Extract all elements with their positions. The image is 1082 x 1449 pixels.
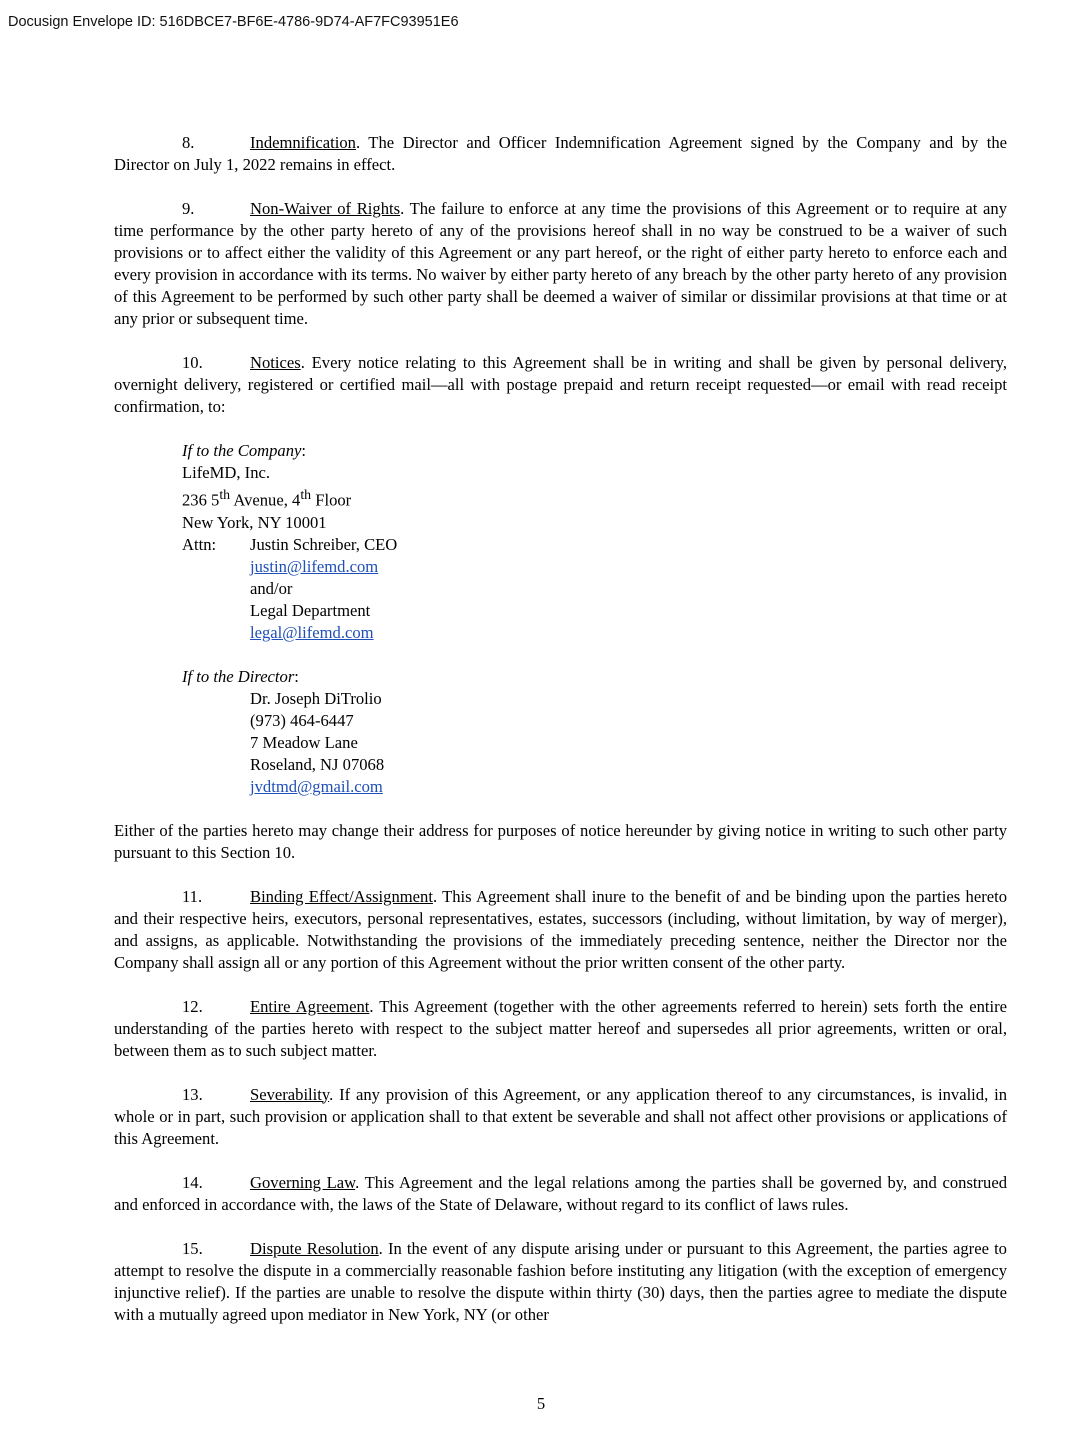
- section-text: . Every notice relating to this Agreement shall be in writing and shall be given by personal delivery, overnight delivery, registered or certified mail—all with postage prepaid and return receipt requested—or email with read receipt confirmation, to:: [114, 353, 1007, 416]
- section-text: . The Director and Officer Indemnification Agreement signed by the Company and by the Director on July 1, 2022 remains in effect.: [114, 133, 1007, 174]
- section-8: [114, 132, 1007, 176]
- attn-label: Attn:: [182, 534, 217, 554]
- section-number: 14.: [182, 1172, 203, 1192]
- colon: :: [294, 666, 299, 686]
- section-number: 10.: [182, 353, 203, 372]
- director-notice-address: [182, 666, 1007, 798]
- section-11: [114, 886, 1007, 974]
- document-body: [114, 132, 1007, 1348]
- page-number: 5: [536, 1394, 546, 1413]
- company-notice-label: If to the Company: [182, 441, 302, 460]
- director-notice-label: If to the Director: [182, 666, 295, 686]
- section-text: . In the event of any dispute arising under or pursuant to this Agreement, the parties agree to attempt to resolve the dispute in a commercially reasonable fashion before instituting any litigation (with the exception of emergency injunctive relief). If the parties are unable to resolve the dispute within thirty (30) days, then the parties agree to mediate the dispute with a mutually agreed upon mediator in New York, NY (or other: [114, 1238, 1007, 1324]
- section-text: . This Agreement and the legal relations among the parties shall be governed by, and construed and enforced in accordance with, the laws of the State of Delaware, without regard to its conflict of laws rules.: [114, 1172, 1007, 1214]
- notice-change-paragraph: Either of the parties hereto may change their address for purposes of notice hereunder by giving notice in writing to such other party pursuant to this Section 10.: [114, 820, 1007, 862]
- company-email-link[interactable]: justin@lifemd.com: [250, 556, 379, 576]
- section-12: [114, 996, 1007, 1062]
- section-text: . If any provision of this Agreement, or any application thereof to any circumstances, is invalid, in whole or in part, such provision or application shall to that extent be severable and shall not affect other provisions or applications of this Agreement.: [114, 1084, 1007, 1148]
- director-name: Dr. Joseph DiTrolio: [250, 688, 382, 708]
- section-heading: Entire Agreement: [250, 996, 370, 1016]
- section-number: 13.: [182, 1084, 203, 1104]
- director-phone: (973) 464-6447: [250, 710, 354, 730]
- company-street: 236 5th Avenue, 4th Floor: [182, 487, 352, 510]
- section-heading: Severability: [250, 1084, 330, 1104]
- section-number: 12.: [182, 996, 203, 1016]
- company-attn: [182, 534, 1007, 556]
- director-city: Roseland, NJ 07068: [250, 754, 385, 774]
- legal-email-link[interactable]: legal@lifemd.com: [250, 622, 374, 642]
- section-number: 8.: [182, 133, 195, 152]
- section-text: . This Agreement (together with the other agreements referred to herein) sets forth the entire understanding of the parties hereto with respect to the subject matter hereof and supersedes all prior agreements, written or oral, between them as to such subject matter.: [114, 996, 1007, 1060]
- company-notice-address: [182, 440, 1007, 644]
- section-text: . This Agreement shall inure to the benefit of and be binding upon the parties hereto and their respective heirs, executors, personal representatives, estates, successors (including, without limitation, by way of merger), and assigns, as applicable. Notwithstanding the provisions of the immediately preceding sentence, neither the Director nor the Company shall assign all or any portion of this Agreement without the prior written consent of the other party.: [114, 886, 1007, 972]
- section-9: [114, 198, 1007, 330]
- section-heading: Non-Waiver of Rights: [250, 199, 401, 218]
- section-15: [114, 1238, 1007, 1326]
- company-name: LifeMD, Inc.: [182, 463, 271, 482]
- company-city: New York, NY 10001: [182, 512, 327, 532]
- section-text: . The failure to enforce at any time the provisions of this Agreement or to require at any time performance by the other party hereto of any of the provisions hereof shall in no way be construed to be a waiver of such provisions or to affect either the validity of this Agreement or any part hereof, or the right of either party hereto to enforce each and every provision in accordance with its terms. No waiver by either party hereto of any breach by the other party hereto of any provision of this Agreement to be performed by such other party shall be deemed a waiver of similar or dissimilar provisions at that time or at any prior or subsequent time.: [114, 199, 1007, 328]
- attn-name: Justin Schreiber, CEO: [250, 534, 398, 554]
- section-number: 11.: [182, 886, 203, 906]
- section-heading: Binding Effect/Assignment: [250, 886, 433, 906]
- section-13: [114, 1084, 1007, 1150]
- section-number: 15.: [182, 1238, 203, 1258]
- section-heading: Notices: [250, 353, 301, 372]
- director-street: 7 Meadow Lane: [250, 732, 358, 752]
- legal-department: Legal Department: [250, 600, 371, 620]
- section-number: 9.: [182, 199, 195, 218]
- docusign-envelope-id: Docusign Envelope ID: 516DBCE7-BF6E-4786-9D74-AF7FC93951E6: [8, 14, 459, 30]
- section-heading: Governing Law: [250, 1172, 356, 1192]
- section-heading: Dispute Resolution: [250, 1238, 379, 1258]
- section-10: [114, 352, 1007, 418]
- section-14: [114, 1172, 1007, 1216]
- section-heading: Indemnification: [250, 133, 356, 152]
- and-or-text: and/or: [250, 578, 293, 598]
- director-email-link[interactable]: jvdtmd@gmail.com: [250, 776, 383, 796]
- colon: :: [301, 441, 306, 460]
